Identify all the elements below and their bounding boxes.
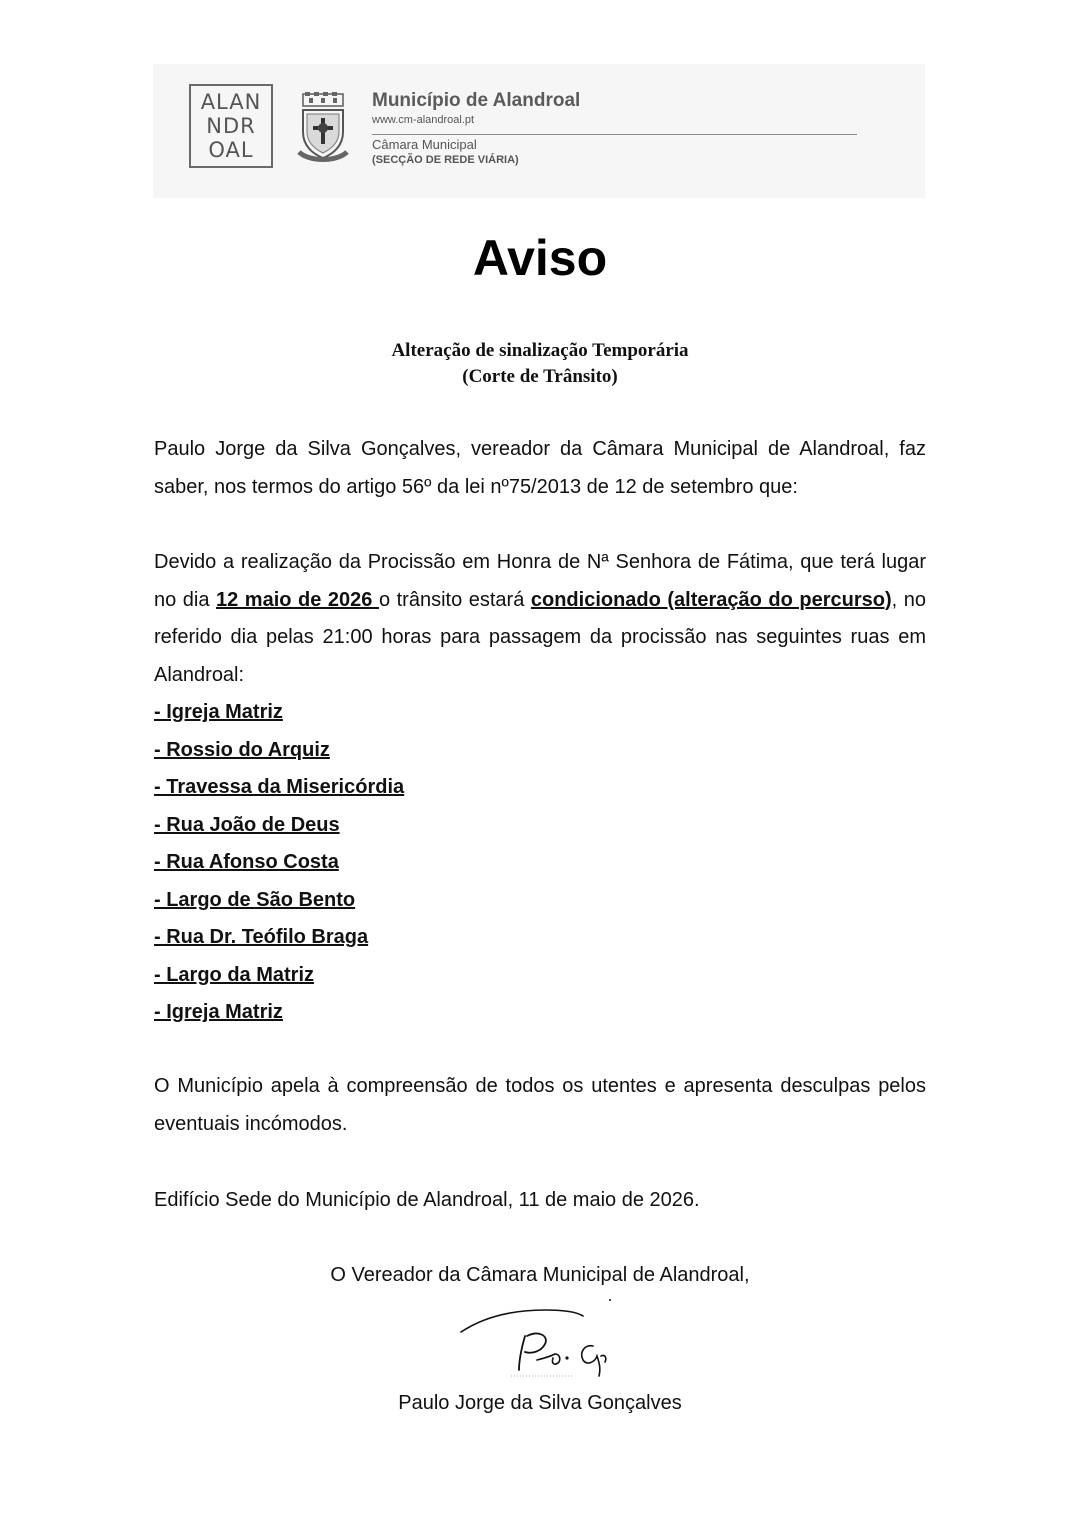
subtitle-line-1: Alteração de sinalização Temporária xyxy=(391,340,689,361)
list-item: - Rua João de Deus xyxy=(154,813,340,836)
handwritten-signature xyxy=(455,1296,620,1382)
list-item: - Travessa da Misericórdia xyxy=(154,776,405,798)
notice-text-3: , no referido dia pelas 21:00 horas para passagem da procissão nas seguintes ruas em Alandroal: xyxy=(154,588,926,686)
list-item: - Rua Dr. Teófilo Braga xyxy=(154,926,369,948)
section-name: (SECÇÃO DE REDE VIÁRIA) xyxy=(372,154,519,166)
notice-paragraph xyxy=(154,544,926,694)
closing-paragraph: O Município apela à compreensão de todos os utentes e apresenta desculpas pelos eventuais incómodos. xyxy=(154,1075,926,1135)
letterhead-divider xyxy=(372,134,857,135)
event-date: 12 maio de 2026 xyxy=(216,588,379,611)
letterhead xyxy=(153,64,925,198)
list-item: - Igreja Matriz xyxy=(154,1001,283,1023)
signatory-role: O Vereador da Câmara Municipal de Alandroal, xyxy=(330,1264,750,1286)
alandroal-logo xyxy=(189,84,273,168)
page-title: Aviso xyxy=(472,230,608,286)
list-item: - Rossio do Arquiz xyxy=(154,738,330,761)
traffic-condition: condicionado (alteração do percurso) xyxy=(530,588,892,611)
logo-line-1: ALAN xyxy=(200,90,262,114)
place-and-date: Edifício Sede do Município de Alandroal, 11 de maio de 2026. xyxy=(154,1189,700,1211)
notice-text-1: Devido a realização da Procissão em Honra de Nª Senhora de Fátima, que terá lugar no dia xyxy=(154,551,926,611)
logo-line-2: NDR xyxy=(206,114,256,138)
list-item: - Igreja Matriz xyxy=(154,701,283,723)
letterhead-text xyxy=(372,90,872,127)
municipality-name: Município de Alandroal xyxy=(372,90,581,111)
list-item: - Rua Afonso Costa xyxy=(154,851,339,873)
intro-paragraph: Paulo Jorge da Silva Gonçalves, vereador da Câmara Municipal de Alandroal, faz saber, nos termos do artigo 56º da lei nº75/2013 de 12 de setembro que: xyxy=(154,438,926,498)
notice-text-2: o trânsito estará xyxy=(378,588,531,611)
municipality-url: www.cm-alandroal.pt xyxy=(372,114,475,126)
coat-of-arms-icon xyxy=(295,92,351,166)
list-item: - Largo da Matriz xyxy=(154,963,315,986)
list-item: - Largo de São Bento xyxy=(154,888,356,911)
signatory-name: Paulo Jorge da Silva Gonçalves xyxy=(398,1392,682,1414)
subtitle-line-2: (Corte de Trânsito) xyxy=(462,366,618,387)
street-list xyxy=(154,694,404,1032)
department-name: Câmara Municipal xyxy=(372,137,477,152)
logo-line-3: OAL xyxy=(208,138,254,162)
